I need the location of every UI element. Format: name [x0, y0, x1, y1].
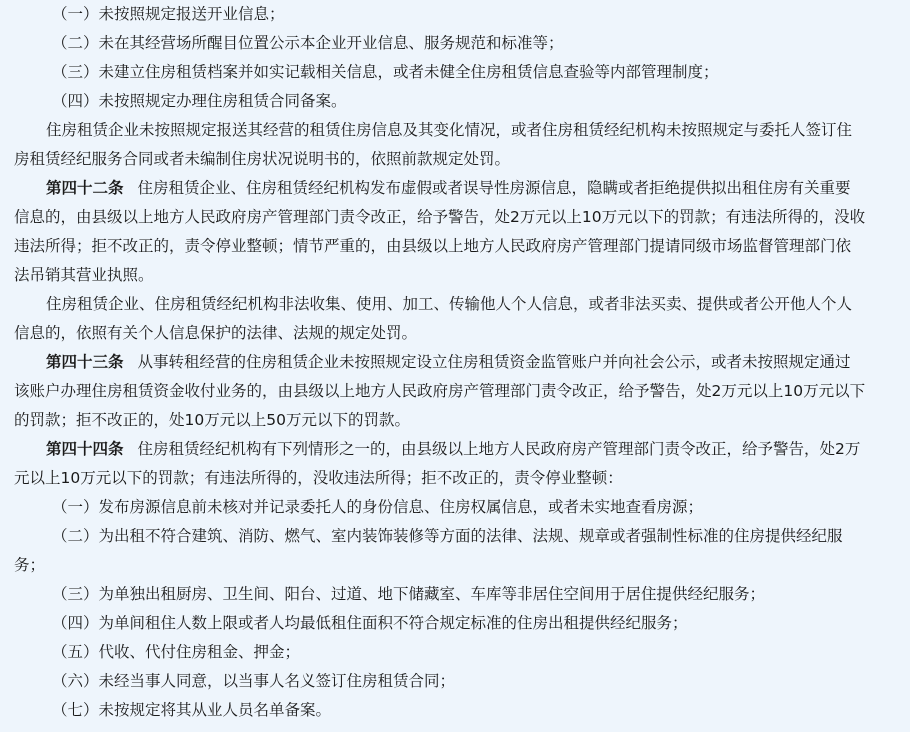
list-item	[52, 58, 896, 87]
paragraph-line	[46, 290, 896, 319]
line-text: 元以上10万元以下的罚款；有违法所得的，没收违法所得；拒不改正的，责令停业整顿：	[14, 469, 623, 487]
line-text: （一）未按照规定报送开业信息；	[52, 5, 285, 23]
line-text: （七）未按规定将其从业人员名单备案。	[52, 701, 332, 719]
list-item	[52, 87, 896, 116]
article-number: 第四十三条	[46, 353, 124, 371]
list-item-continuation	[14, 551, 896, 580]
line-text: 信息的，依照有关个人信息保护的法律、法规的规定处罚。	[14, 324, 418, 342]
article-44-line	[46, 435, 896, 464]
line-text: （五）代收、代付住房租金、押金；	[52, 643, 301, 661]
line-text: （二）为出租不符合建筑、消防、燃气、室内装饰装修等方面的法律、法规、规章或者强制性标准的住房提供经纪服	[52, 527, 843, 545]
paragraph-line	[46, 116, 896, 145]
list-item	[52, 493, 896, 522]
line-text: （六）未经当事人同意，以当事人名义签订住房租赁合同；	[52, 672, 456, 690]
article-43-line	[46, 348, 896, 377]
list-item	[52, 522, 896, 551]
list-item	[52, 667, 896, 696]
paragraph-line	[14, 145, 896, 174]
list-item	[52, 609, 896, 638]
line-text: 的罚款；拒不改正的，处10万元以上50万元以下的罚款。	[14, 411, 410, 429]
paragraph-line	[14, 232, 896, 261]
paragraph-line	[14, 203, 896, 232]
line-text: （一）发布房源信息前未核对并记录委托人的身份信息、住房权属信息，或者未实地查看房源；	[52, 498, 704, 516]
line-text: （三）为单独出租厨房、卫生间、阳台、过道、地下储藏室、车库等非居住空间用于居住提供经纪服务；	[52, 585, 766, 603]
line-text: 从事转租经营的住房租赁企业未按照规定设立住房租赁资金监管账户并向社会公示，或者未按照规定通过	[137, 353, 851, 371]
list-item	[52, 0, 896, 29]
article-42-line	[46, 174, 896, 203]
line-text: 违法所得；拒不改正的，责令停业整顿；情节严重的，由县级以上地方人民政府房产管理部门提请同级市场监督管理部门依	[14, 237, 852, 255]
line-text: 信息的，由县级以上地方人民政府房产管理部门责令改正，给予警告，处2万元以上10万元以下的罚款；有违法所得的，没收	[14, 208, 866, 226]
line-text: 务；	[14, 556, 46, 574]
line-text: （三）未建立住房租赁档案并如实记载相关信息，或者未健全住房租赁信息查验等内部管理制度；	[52, 63, 719, 81]
paragraph-line	[14, 319, 896, 348]
line-text: 法吊销其营业执照。	[14, 266, 154, 284]
line-text: （二）未在其经营场所醒目位置公示本企业开业信息、服务规范和标准等；	[52, 34, 564, 52]
line-text: 该账户办理住房租赁资金收付业务的，由县级以上地方人民政府房产管理部门责令改正，给予警告，处2万元以上10万元以下	[14, 382, 866, 400]
paragraph-line	[14, 261, 896, 290]
line-text: 住房租赁企业未按照规定报送其经营的租赁住房信息及其变化情况，或者住房租赁经纪机构未按照规定与委托人签订住	[46, 121, 853, 139]
line-text: 住房租赁企业、住房租赁经纪机构发布虚假或者误导性房源信息，隐瞒或者拒绝提供拟出租住房有关重要	[137, 179, 851, 197]
list-item	[52, 638, 896, 667]
paragraph-line	[14, 377, 896, 406]
list-item	[52, 29, 896, 58]
article-number: 第四十四条	[46, 440, 124, 458]
paragraph-line	[14, 464, 896, 493]
line-text: （四）未按照规定办理住房租赁合同备案。	[52, 92, 347, 110]
line-text: 房租赁经纪服务合同或者未编制住房状况说明书的，依照前款规定处罚。	[14, 150, 511, 168]
line-text: 住房租赁经纪机构有下列情形之一的，由县级以上地方人民政府房产管理部门责令改正，给予警告，处2万	[137, 440, 861, 458]
article-number: 第四十二条	[46, 179, 124, 197]
list-item	[52, 580, 896, 609]
line-text: 住房租赁企业、住房租赁经纪机构非法收集、使用、加工、传输他人个人信息，或者非法买卖、提供或者公开他人个人	[46, 295, 853, 313]
line-text: （四）为单间租住人数上限或者人均最低租住面积不符合规定标准的住房出租提供经纪服务；	[52, 614, 688, 632]
paragraph-line	[14, 406, 896, 435]
list-item	[52, 696, 896, 725]
